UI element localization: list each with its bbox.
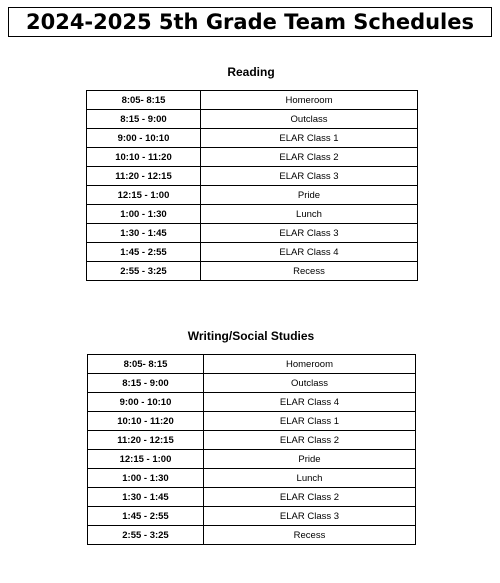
table-row xyxy=(88,393,416,412)
activity-cell: ELAR Class 4 xyxy=(204,393,416,412)
table-row xyxy=(88,507,416,526)
table-row xyxy=(88,450,416,469)
activity-cell: ELAR Class 2 xyxy=(204,431,416,450)
table-row xyxy=(87,129,418,148)
activity-cell: Recess xyxy=(201,262,418,281)
activity-cell: ELAR Class 4 xyxy=(201,243,418,262)
time-cell: 8:15 - 9:00 xyxy=(87,110,201,129)
table-row xyxy=(88,488,416,507)
activity-cell: Lunch xyxy=(204,469,416,488)
time-cell: 10:10 - 11:20 xyxy=(88,412,204,431)
time-cell: 1:00 - 1:30 xyxy=(88,469,204,488)
activity-cell: Outclass xyxy=(204,374,416,393)
activity-cell: Pride xyxy=(201,186,418,205)
time-cell: 9:00 - 10:10 xyxy=(87,129,201,148)
activity-cell: Homeroom xyxy=(204,355,416,374)
table-row xyxy=(87,205,418,224)
time-cell: 1:30 - 1:45 xyxy=(88,488,204,507)
activity-cell: Pride xyxy=(204,450,416,469)
activity-cell: Recess xyxy=(204,526,416,545)
page-title-box xyxy=(8,7,492,37)
time-cell: 2:55 - 3:25 xyxy=(88,526,204,545)
activity-cell: Lunch xyxy=(201,205,418,224)
time-cell: 11:20 - 12:15 xyxy=(87,167,201,186)
time-cell: 12:15 - 1:00 xyxy=(87,186,201,205)
time-cell: 1:45 - 2:55 xyxy=(87,243,201,262)
table-row xyxy=(87,262,418,281)
table-row xyxy=(87,186,418,205)
section-heading-reading: Reading xyxy=(227,65,275,79)
table-row xyxy=(87,243,418,262)
time-cell: 8:15 - 9:00 xyxy=(88,374,204,393)
time-cell: 10:10 - 11:20 xyxy=(87,148,201,167)
table-row xyxy=(88,526,416,545)
activity-cell: ELAR Class 1 xyxy=(201,129,418,148)
time-cell: 12:15 - 1:00 xyxy=(88,450,204,469)
activity-cell: ELAR Class 1 xyxy=(204,412,416,431)
time-cell: 9:00 - 10:10 xyxy=(88,393,204,412)
table-row xyxy=(87,224,418,243)
table-row xyxy=(87,167,418,186)
activity-cell: ELAR Class 2 xyxy=(204,488,416,507)
time-cell: 8:05- 8:15 xyxy=(88,355,204,374)
table-row xyxy=(87,148,418,167)
table-row xyxy=(87,91,418,110)
page-title: 2024-2025 5th Grade Team Schedules xyxy=(25,10,474,34)
time-cell: 1:45 - 2:55 xyxy=(88,507,204,526)
time-cell: 11:20 - 12:15 xyxy=(88,431,204,450)
activity-cell: Homeroom xyxy=(201,91,418,110)
time-cell: 1:00 - 1:30 xyxy=(87,205,201,224)
schedule-table-reading xyxy=(86,90,418,281)
table-row xyxy=(88,469,416,488)
table-row xyxy=(88,355,416,374)
schedule-table-writing-social-studies xyxy=(87,354,416,545)
time-cell: 8:05- 8:15 xyxy=(87,91,201,110)
activity-cell: Outclass xyxy=(201,110,418,129)
section-heading-writing-social-studies: Writing/Social Studies xyxy=(187,329,315,343)
table-row xyxy=(87,110,418,129)
time-cell: 1:30 - 1:45 xyxy=(87,224,201,243)
activity-cell: ELAR Class 3 xyxy=(201,167,418,186)
table-row xyxy=(88,431,416,450)
time-cell: 2:55 - 3:25 xyxy=(87,262,201,281)
activity-cell: ELAR Class 3 xyxy=(201,224,418,243)
activity-cell: ELAR Class 2 xyxy=(201,148,418,167)
table-row xyxy=(88,412,416,431)
activity-cell: ELAR Class 3 xyxy=(204,507,416,526)
table-row xyxy=(88,374,416,393)
